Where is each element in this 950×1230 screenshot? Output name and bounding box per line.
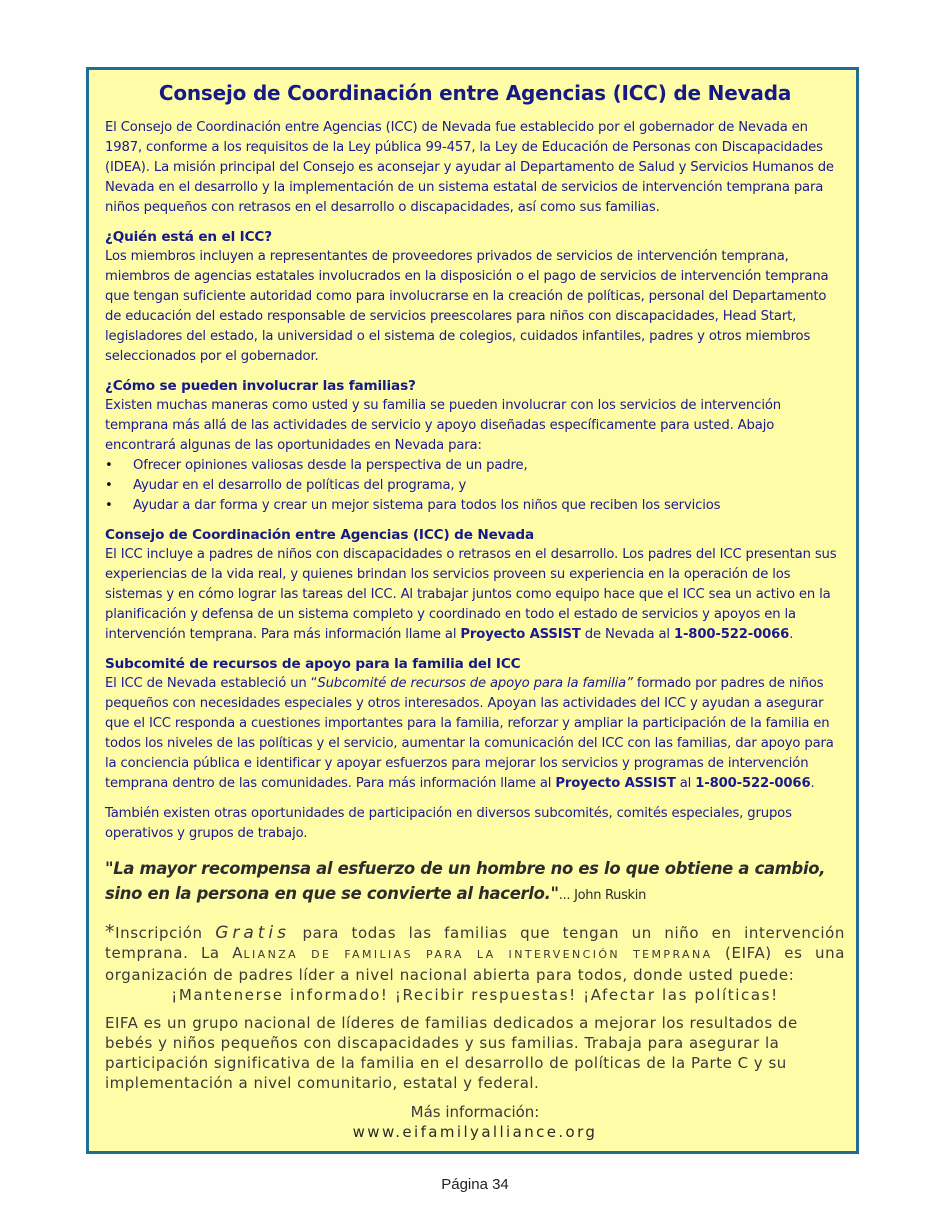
list-item: • Ayudar en el desarrollo de políticas del programa, y bbox=[105, 476, 845, 496]
more-info-label: Más información: bbox=[410, 1103, 540, 1121]
list-item: • Ofrecer opiniones valiosas desde la perspectiva de un padre, bbox=[105, 456, 845, 476]
org-name-rest: LIANZA DE FAMILIAS PARA LA INTERVENCIÓN TEMPRANA bbox=[243, 948, 713, 961]
intro-paragraph: El Consejo de Coordinación entre Agencias (ICC) de Nevada fue establecido por el gobernador de Nevada en 1987, conforme a los requisitos de la Ley pública 99-457, la Ley de Educación de Personas con Discapacidades (IDEA). La misión principal del Consejo es aconsejar y ayudar al Departamento de Salud y Servicios Humanos de Nevada en el desarrollo y la implementación de un sistema estatal de servicios de intervención temprana para niños pequeños con retrasos en el desarrollo o discapacidades, así como sus familias. bbox=[105, 120, 834, 215]
icc-paragraph bbox=[105, 545, 845, 645]
subcommittee-heading: Subcomité de recursos de apoyo para la familia del ICC bbox=[105, 656, 521, 672]
sub-text-mid: al bbox=[675, 776, 696, 791]
org-name-initial: A bbox=[232, 944, 244, 962]
eifa-slogan: ¡Mantenerse informado! ¡Recibir respuestas! ¡Afectar las políticas! bbox=[171, 986, 779, 1004]
icc-text: El ICC incluye a padres de niños con discapacidades o retrasos en el desarrollo. Los padres del ICC presentan sus experiencias de la vida real, y quienes brindan los servicios proveen su experiencia en la operación de los sistemas y en cómo lograr las tareas del ICC. Al trabajar juntos como equipo hace que el ICC sea un activo en la planificación y defensa de un sistema completo y coordinado en todo el estado de servicios y apoyos en la intervención temprana. Para más información llame al bbox=[105, 547, 837, 642]
info-box bbox=[86, 67, 859, 1154]
sub-text-2: formado por padres de niños pequeños con necesidades especiales y otros interesados. Apoyan las actividades del ICC y ayudan a asegurar que el ICC responda a cuestiones importantes para la familia, reforzar y ampliar la participación de la familia en todos los niveles de las políticas y el servicio, aumentar la comunicación del ICC con las familias, dar apoyo para la conciencia pública e identificar y apoyar esfuerzos para mejorar los servicios y programas de intervención temprana dentro de las comunidades. Para más información llame al bbox=[105, 676, 834, 791]
who-heading: ¿Quién está en el ICC? bbox=[105, 229, 272, 245]
involve-list bbox=[105, 456, 845, 516]
sub-italic: Subcomité de recursos de apoyo para la familia” bbox=[317, 676, 633, 691]
quote-attribution: ... John Ruskin bbox=[558, 888, 647, 903]
list-item: • Ayudar a dar forma y crear un mejor sistema para todos los niños que reciben los servicios bbox=[105, 496, 845, 516]
eifa-text-3: (EIFA) es una organización de padres líder a nivel nacional abierta para todos, donde usted puede: bbox=[105, 944, 845, 984]
involve-paragraph: Existen muchas maneras como usted y su familia se pueden involucrar con los servicios de intervención temprana más allá de las actividades de servicio y apoyo diseñadas específicamente para usted. Abajo encontrará algunas de las oportunidades en Nevada para: bbox=[105, 398, 781, 453]
quote-text: "La mayor recompensa al esfuerzo de un hombre no es lo que obtiene a cambio, sino en la persona en que se convierte al hacerlo." bbox=[105, 859, 826, 903]
phone-number: 1-800-522-0066 bbox=[673, 627, 790, 642]
eifa-org-name bbox=[232, 944, 713, 962]
page-number: Página 34 bbox=[441, 1176, 509, 1193]
assist-link: Proyecto ASSIST bbox=[460, 627, 581, 642]
ruskin-quote bbox=[105, 856, 845, 908]
info-box-content bbox=[105, 70, 845, 1142]
who-paragraph: Los miembros incluyen a representantes de proveedores privados de servicios de intervención temprana, miembros de agencias estatales involucrados en la disposición o el pago de servicios de intervención temprana que tengan suficiente autoridad como para involucrarse en la creación de políticas, personal del Departamento de educación del estado responsable de servicios preescolares para niños con discapacidades, Head Start, legisladores del estado, la universidad o el sistema de colegios, cuidados infantiles, padres y otros miembros seleccionados por el gobernador. bbox=[105, 249, 829, 364]
subcommittee-paragraph bbox=[105, 674, 845, 794]
eifa-url[interactable]: www.eifamilyalliance.org bbox=[352, 1123, 598, 1141]
assist-link: Proyecto ASSIST bbox=[555, 776, 676, 791]
page-title: Consejo de Coordinación entre Agencias (ICC) de Nevada bbox=[158, 81, 792, 105]
eifa-text-1: Inscripción bbox=[115, 924, 216, 942]
icc-text-mid: de Nevada al bbox=[580, 627, 674, 642]
other-opportunities: También existen otras oportunidades de participación en diversos subcomités, comités especiales, grupos operativos y grupos de trabajo. bbox=[105, 806, 792, 841]
star-mark: * bbox=[105, 921, 116, 943]
eifa-description: EIFA es un grupo nacional de líderes de familias dedicados a mejorar los resultados de bebés y niños pequeños con discapacidades y sus familias. Trabaja para asegurar la participación significativa de la familia en el desarrollo de políticas de la Parte C y su implementación a nivel comunitario, estatal y federal. bbox=[105, 1014, 798, 1092]
eifa-text-2: para todas las familias que tengan un niño en intervención temprana. La bbox=[105, 924, 845, 962]
involve-heading: ¿Cómo se pueden involucrar las familias? bbox=[105, 378, 416, 394]
gratis-text: Gratis bbox=[215, 923, 291, 943]
eifa-paragraph bbox=[105, 922, 845, 985]
sub-text-end: . bbox=[810, 776, 815, 791]
icc-heading: Consejo de Coordinación entre Agencias (ICC) de Nevada bbox=[105, 527, 534, 543]
phone-number: 1-800-522-0066 bbox=[695, 776, 811, 791]
icc-text-end: . bbox=[789, 627, 794, 642]
sub-text-1: El ICC de Nevada estableció un “ bbox=[105, 676, 318, 691]
